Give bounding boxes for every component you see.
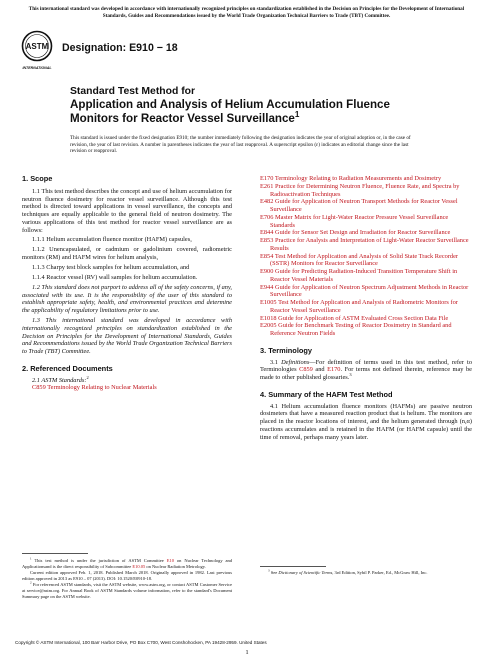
left-column: [22, 175, 232, 392]
footnote-3-italic: Dictionary of Scientific Terms: [278, 570, 333, 575]
reference-title[interactable]: Test Method for Application and Analysis of Solid State Track Recorder (SSTR) Monitors for Reactor Surveillance: [270, 252, 459, 268]
paragraph-4-1: 4.1 Helium accumulation fluence monitors (HAFMs) are passive neutron dosimeters that have a measured reaction product that is helium. The monitors are placed in the reactor locations of interest, and the helium generated through (n,α) reactions accumulates and is retained in the HAFM (or HAFM capsule) until the time of removal, perhaps many years later.: [260, 402, 472, 441]
reference-item[interactable]: [260, 253, 472, 269]
reference-code[interactable]: E944: [260, 283, 274, 291]
reference-title[interactable]: Guide for Sensor Set Design and Irradiation for Reactor Surveillance: [275, 229, 451, 237]
reference-item[interactable]: [260, 299, 472, 315]
reference-code[interactable]: E900: [260, 268, 274, 275]
astm-standards-subheading: [22, 374, 232, 385]
footnote-2: [22, 582, 232, 599]
reference-item[interactable]: [260, 175, 472, 183]
paragraph-1-2: 1.2 This standard does not purport to address all of the safety concerns, if any, associated with its use. It is the responsibility of the user of this standard to establish appropriate safety, health, and environmental practices and determine the applicability of regulatory limitations prior to use.: [22, 283, 232, 315]
section-heading-referenced-documents: 2. Referenced Documents: [22, 363, 113, 373]
reference-title[interactable]: Test Method for Application and Analysis of Radiometric Monitors for Reactor Vessel Surveillance: [270, 299, 458, 314]
paragraph-3-1-lead: —For definition of terms used in this test method, refer to Terminologies: [260, 358, 472, 374]
reference-code[interactable]: E844: [260, 229, 274, 237]
title-block: [70, 85, 430, 125]
definitions-label: Definitions: [281, 358, 310, 366]
footnote-divider: [22, 553, 88, 554]
footnote-divider-right: [260, 566, 326, 567]
paragraph-3-1: [260, 359, 472, 382]
reference-code[interactable]: C859: [32, 384, 46, 392]
footnote-mark-2: 2: [86, 374, 89, 380]
document-title: [70, 98, 430, 125]
reference-code[interactable]: E854: [260, 252, 274, 260]
section-heading-summary: 4. Summary of the HAFM Test Method: [260, 389, 393, 399]
reference-title[interactable]: Guide for Benchmark Testing of Reactor Dosimetry in Standard and Reference Neutron Fields: [270, 322, 452, 337]
top-notice: This international standard was developed in accordance with internationally recognized principles on standardization established in the Decision on Principles for the Development of International Standards, Guides and Recommendations issued by the World Trade Organization Technical Barriers to Trade (TBT) Committee.: [28, 6, 465, 19]
reference-code[interactable]: E706: [260, 213, 274, 221]
reference-title[interactable]: Master Matrix for Light-Water Reactor Pressure Vessel Surveillance Standards: [270, 213, 449, 229]
reference-title[interactable]: Guide for Application of Neutron Spectrum Adjustment Methods in Reactor Surveillance: [270, 283, 469, 299]
footnote-1: [22, 558, 232, 569]
page-number: 1: [245, 649, 249, 656]
copyright-line: Copyright © ASTM International, 100 Barr Harbor Drive, PO Box C700, West Conshohocken, PA 19428-2959. United States: [15, 640, 267, 645]
footnote-3-tail: , 3rd Edition, Sybil P. Parker, Ed., McGraw Hill, Inc.: [332, 570, 428, 575]
footnote-1-tail: on Nuclear Technology and Applicationsand is the direct responsibility of Subcommittee: [22, 558, 233, 569]
link-c859[interactable]: C859: [299, 366, 313, 374]
reference-item[interactable]: [260, 229, 472, 237]
reference-item[interactable]: [260, 214, 472, 230]
astm-standards-label: 2.1 ASTM Standards:: [32, 376, 87, 384]
footnote-1-mark: 1: [30, 556, 32, 561]
reference-item[interactable]: [260, 183, 472, 199]
reference-code[interactable]: E482: [260, 198, 274, 206]
title-text: Application and Analysis of Helium Accumulation Fluence Monitors for Reactor Vessel Surveillance: [70, 98, 390, 125]
title-kind: Standard Test Method for: [70, 86, 196, 97]
designation: Designation: E910 − 18: [62, 42, 178, 54]
paragraph-3-1-and: and: [315, 366, 325, 374]
footnote-edition: Current edition approved Feb. 1, 2018. Published March 2018. Originally approved in 1982. Last previous edition approved in 2013 as E910 – 07 (2013). DOI: 10.1520/E0910-18.: [22, 570, 232, 581]
reference-item[interactable]: [260, 284, 472, 300]
reference-list: [260, 175, 472, 338]
reference-code[interactable]: E170: [260, 175, 274, 182]
footnote-mark-3: 3: [349, 371, 352, 377]
paragraph-1-1-2: 1.1.2 Unencapsulated, or cadmium or gadolinium covered, radiometric monitors (RM) and HAFM wires for helium analysis,: [22, 246, 232, 262]
title-footnote-mark: 1: [294, 109, 300, 119]
footnote-1-lead: This test method is under the jurisdiction of ASTM Committee: [34, 558, 164, 563]
paragraph-1-1-1: 1.1.1 Helium accumulation fluence monitor (HAFM) capsules,: [32, 236, 192, 244]
right-column: [260, 175, 472, 441]
footnote-3-mark: 3: [268, 568, 270, 573]
section-heading-scope: 1. Scope: [22, 174, 53, 183]
reference-item[interactable]: [260, 268, 472, 284]
astm-logo: [21, 30, 53, 76]
reference-code[interactable]: E1018: [260, 314, 277, 322]
paragraph-1-1: 1.1 This test method describes the concept and use of helium accumulation for neutron fluence dosimetry for reactor vessel surveillance. Although this test method is directed toward applications in vessel surveillance, the concepts and techniques are equally applicable to the general field of neutron dosimetry. The various applications of this test method for reactor vessel surveillance are as follows:: [22, 187, 232, 234]
link-e170[interactable]: E170: [327, 366, 341, 374]
reference-code[interactable]: E1005: [260, 299, 277, 306]
reference-item[interactable]: [260, 198, 472, 214]
footnote-3-lead: See: [270, 570, 278, 575]
reference-title[interactable]: Guide for Predicting Radiation-Induced Transition Temperature Shift in Reactor Vessel Materials: [270, 268, 458, 283]
logo-subtext: INTERNATIONAL: [22, 66, 52, 70]
section-heading-terminology: 3. Terminology: [260, 345, 313, 355]
paragraph-3-1-tail: . For terms not defined therein, reference may be made to other published glossaries.: [260, 366, 472, 381]
reference-code[interactable]: E853: [260, 237, 274, 244]
footnote-2-text: For referenced ASTM standards, visit the ASTM website, www.astm.org, or contact ASTM Customer Service at service@astm.org. For Annual Book of ASTM Standards volume information, refer to the standard's Document Summary page on the ASTM website.: [22, 582, 232, 599]
paragraph-1-3: 1.3 This international standard was developed in accordance with internationally recognized principles on standardization established in the Decision on Principles for the Development of International Standards, Guides and Recommendations issued by the World Trade Organization Technical Barriers to Trade (TBT) Committee.: [22, 317, 232, 356]
reference-title[interactable]: Guide for Application of Neutron Transport Methods for Reactor Vessel Surveillance: [270, 198, 458, 213]
reference-title[interactable]: Guide for Application of ASTM Evaluated Cross Section Data File: [278, 314, 449, 322]
logo-text: ASTM: [25, 42, 49, 51]
footnote-3: [260, 570, 472, 576]
reference-item[interactable]: [260, 322, 472, 338]
footnote-1-link-e10[interactable]: E10: [166, 558, 174, 563]
footnote-1-tail2: on Nuclear Radiation Metrology.: [146, 563, 206, 569]
reference-item[interactable]: [260, 237, 472, 253]
reference-code[interactable]: E261: [260, 182, 274, 190]
paragraph-1-1-4: 1.1.4 Reactor vessel (RV) wall samples for helium accumulation.: [32, 274, 198, 281]
left-footnotes: [22, 557, 232, 599]
paragraph-3-1-number: 3.1: [270, 358, 278, 366]
reference-title[interactable]: Terminology Relating to Nuclear Materials: [47, 384, 157, 392]
reference-code[interactable]: E2005: [260, 322, 277, 330]
reference-title[interactable]: Terminology Relating to Radiation Measurements and Dosimetry: [274, 175, 442, 182]
standard-note: This standard is issued under the fixed designation E910; the number immediately following the designation indicates the year of original adoption or, in the case of revision, the year of last revision. A number in parentheses indicates the year of last reapproval. A superscript epsilon (ε) indicates an editorial change since the last revision or reapproval.: [70, 135, 411, 155]
reference-item[interactable]: [260, 315, 472, 323]
reference-title[interactable]: Practice for Analysis and Interpretation of Light-Water Reactor Surveillance Results: [270, 237, 469, 252]
footnote-2-mark: 2: [30, 580, 32, 585]
reference-title[interactable]: Practice for Determining Neutron Fluence, Fluence Rate, and Spectra by Radioactivation Techniques: [270, 182, 460, 198]
footnote-1-link-e1005[interactable]: E10.05: [132, 563, 146, 569]
paragraph-1-1-3: 1.1.3 Charpy test block samples for helium accumulation, and: [32, 264, 190, 272]
reference-item[interactable]: [22, 384, 232, 392]
